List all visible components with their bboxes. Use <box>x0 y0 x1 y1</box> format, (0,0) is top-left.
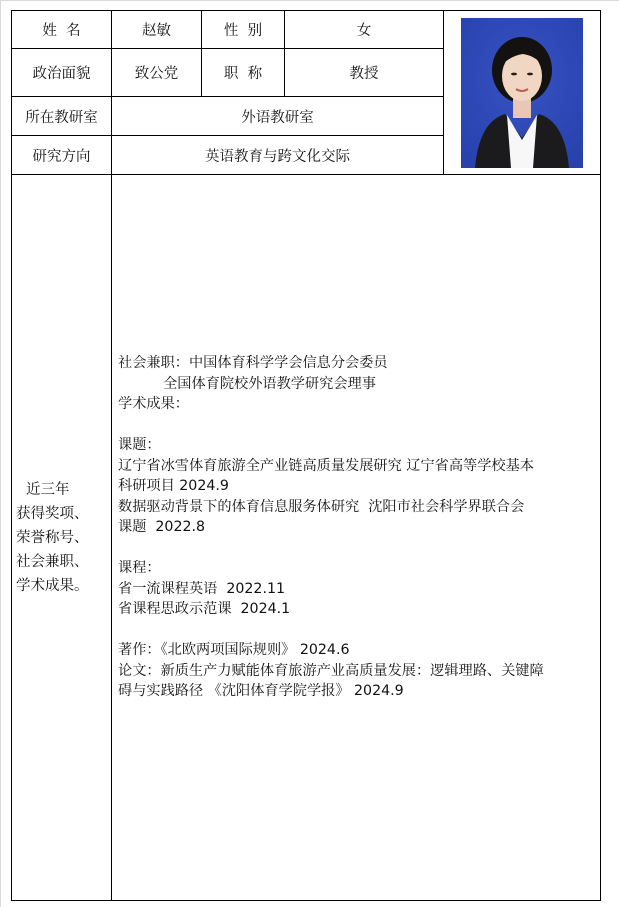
content-line: 学术成果： <box>118 396 189 412</box>
content-line: 碍与实践路径 《沈阳体育学院学报》 2024.9 <box>118 683 404 699</box>
political-label-cell <box>12 49 112 97</box>
content-line: 科研项目 2024.9 <box>118 478 229 494</box>
gender-value: 女 <box>356 23 372 39</box>
content-line: 省一流课程英语 2022.11 <box>118 580 286 597</box>
name-value: 赵敏 <box>142 23 171 39</box>
research-value: 英语教育与跨文化交际 <box>205 148 350 165</box>
political-value-cell <box>112 49 202 97</box>
name-value-cell <box>112 11 202 49</box>
political-value: 致公党 <box>134 66 179 82</box>
achievements-label-line: 社会兼职、 <box>16 553 89 570</box>
content-line: 课题： <box>118 437 161 453</box>
content-spacer <box>118 175 594 353</box>
research-value-cell <box>112 136 444 175</box>
gender-label: 性 别 <box>223 23 263 39</box>
photo-cell <box>444 11 601 175</box>
dept-value-cell <box>112 97 444 136</box>
page-top-edge <box>0 0 619 1</box>
dept-label-cell <box>12 97 112 136</box>
content-line: 辽宁省冰雪体育旅游全产业链高质量发展研究 辽宁省高等学校基本 <box>118 457 534 474</box>
research-label: 研究方向 <box>32 148 91 165</box>
dept-label: 所在教研室 <box>25 109 98 126</box>
achievements-label-line: 获得奖项、 <box>16 505 89 522</box>
gender-label-cell <box>202 11 285 49</box>
achievements-label-line: 荣誉称号、 <box>16 529 89 546</box>
content-line: 著作：《北欧两项国际规则》 2024.6 <box>118 642 350 658</box>
profile-table <box>11 10 601 901</box>
achievements-label-line: 学术成果。 <box>16 577 89 594</box>
name-label: 姓 名 <box>42 23 81 39</box>
title-label-cell <box>202 49 285 97</box>
content-line: 课题 2022.8 <box>118 519 206 535</box>
achievements-content-cell <box>112 175 601 901</box>
content-line: 论文：新质生产力赋能体育旅游产业高质量发展：逻辑理路、关键障 <box>118 662 544 679</box>
name-label-cell <box>12 11 112 49</box>
research-label-cell <box>12 136 112 175</box>
gender-value-cell <box>285 11 444 49</box>
content-line: 社会兼职：中国体育科学学会信息分会委员 <box>118 355 388 371</box>
title-value-cell <box>285 49 444 97</box>
achievements-label-cell <box>12 175 112 901</box>
title-label: 职 称 <box>223 66 263 82</box>
content-gap <box>118 538 594 559</box>
content-gap <box>118 620 594 641</box>
page-left-edge <box>0 0 1 907</box>
dept-value: 外语教研室 <box>241 109 314 126</box>
content-line: 数据驱动背景下的体育信息服务体研究 沈阳市社会科学界联合会 <box>118 498 525 515</box>
title-value: 教授 <box>349 66 379 82</box>
content-line: 省课程思政示范课 2024.1 <box>118 601 291 617</box>
political-label: 政治面貌 <box>32 66 91 82</box>
content-line: 课程： <box>118 560 161 576</box>
content-line: 全国体育院校外语教学研究会理事 <box>118 375 376 392</box>
profile-photo <box>461 18 583 168</box>
content-gap <box>118 415 594 436</box>
achievements-label-line: 近三年 <box>26 481 70 498</box>
